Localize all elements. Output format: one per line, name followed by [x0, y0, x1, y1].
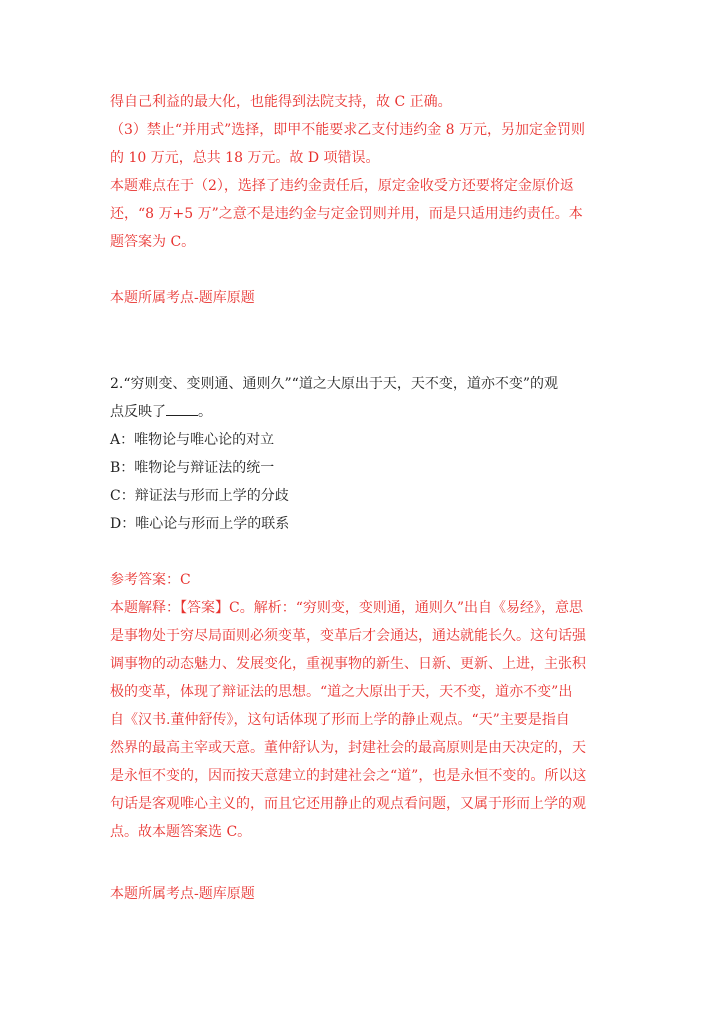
question-block [110, 370, 616, 538]
previous-source-note [110, 284, 616, 312]
explanation-line: （3）禁止“并用式”选择，即甲不能要求乙支付违约金 8 万元，另加定金罚则 [110, 122, 586, 138]
explanation-line: 调事物的动态魅力、发展变化，重视事物的新生、日新、更新、上进，主张积 [110, 656, 586, 672]
explanation-line: 极的变革，体现了辩证法的思想。“道之大原出于天，天不变，道亦不变”出 [110, 684, 573, 700]
explanation-line: 是永恒不变的，因而按天意建立的封建社会之“道”，也是永恒不变的。所以这 [110, 768, 587, 784]
reference-answer: 参考答案：C [110, 572, 191, 588]
explanation-line: 句话是客观唯心主义的，而且它还用静止的观点看问题，又属于形而上学的观 [110, 796, 586, 812]
explanation-line: 本题难点在于（2），选择了违约金责任后，原定金收受方还要将定金原价返 [110, 178, 574, 194]
source-note-block [110, 880, 616, 908]
question-stem-suffix: 。 [198, 404, 212, 420]
answer-tag: 【答案】 [180, 600, 229, 616]
explanation-line: 的 10 万元，总共 18 万元。故 D 项错误。 [110, 150, 380, 166]
source-note: 本题所属考点-题库原题 [110, 886, 255, 902]
explanation-line: 自《汉书.董仲舒传》，这句话体现了形而上学的静止观点。“天”主要是指自 [110, 712, 570, 728]
question-stem-line: 2.“穷则变、变则通、通则久”“道之大原出于天，天不变，道亦不变”的观 [110, 376, 558, 392]
source-note: 本题所属考点-题库原题 [110, 290, 255, 306]
explanation-line: 还，“8 万+5 万”之意不是违约金与定金罚则并用，而是只适用违约责任。本 [110, 206, 583, 222]
explanation-first-line [110, 594, 616, 622]
explanation-line: 得自己利益的最大化，也能得到法院支持，故 C 正确。 [110, 94, 452, 110]
question-stem-prefix: 点反映了 [110, 404, 166, 420]
explanation-prefix: 本题解释： [110, 600, 180, 616]
option-c: C：辩证法与形而上学的分歧 [110, 488, 289, 504]
answer-explanation-block [110, 566, 616, 846]
explanation-line: 然界的最高主宰或天意。董仲舒认为，封建社会的最高原则是由天决定的，天 [110, 740, 586, 756]
question-stem-line [110, 398, 616, 426]
explanation-line: 题答案为 C。 [110, 234, 196, 250]
explanation-line: 是事物处于穷尽局面则必须变革，变革后才会通达，通达就能长久。这句话强 [110, 628, 586, 644]
previous-explanation [110, 88, 616, 256]
answer-blank [166, 400, 198, 416]
explanation-line: 点。故本题答案选 C。 [110, 824, 252, 840]
explanation-first-text: C。解析：“穷则变，变则通，通则久”出自《易经》，意思 [229, 600, 584, 616]
option-d: D：唯心论与形而上学的联系 [110, 516, 290, 532]
option-b: B：唯物论与辩证法的统一 [110, 460, 275, 476]
option-a: A：唯物论与唯心论的对立 [110, 432, 275, 448]
